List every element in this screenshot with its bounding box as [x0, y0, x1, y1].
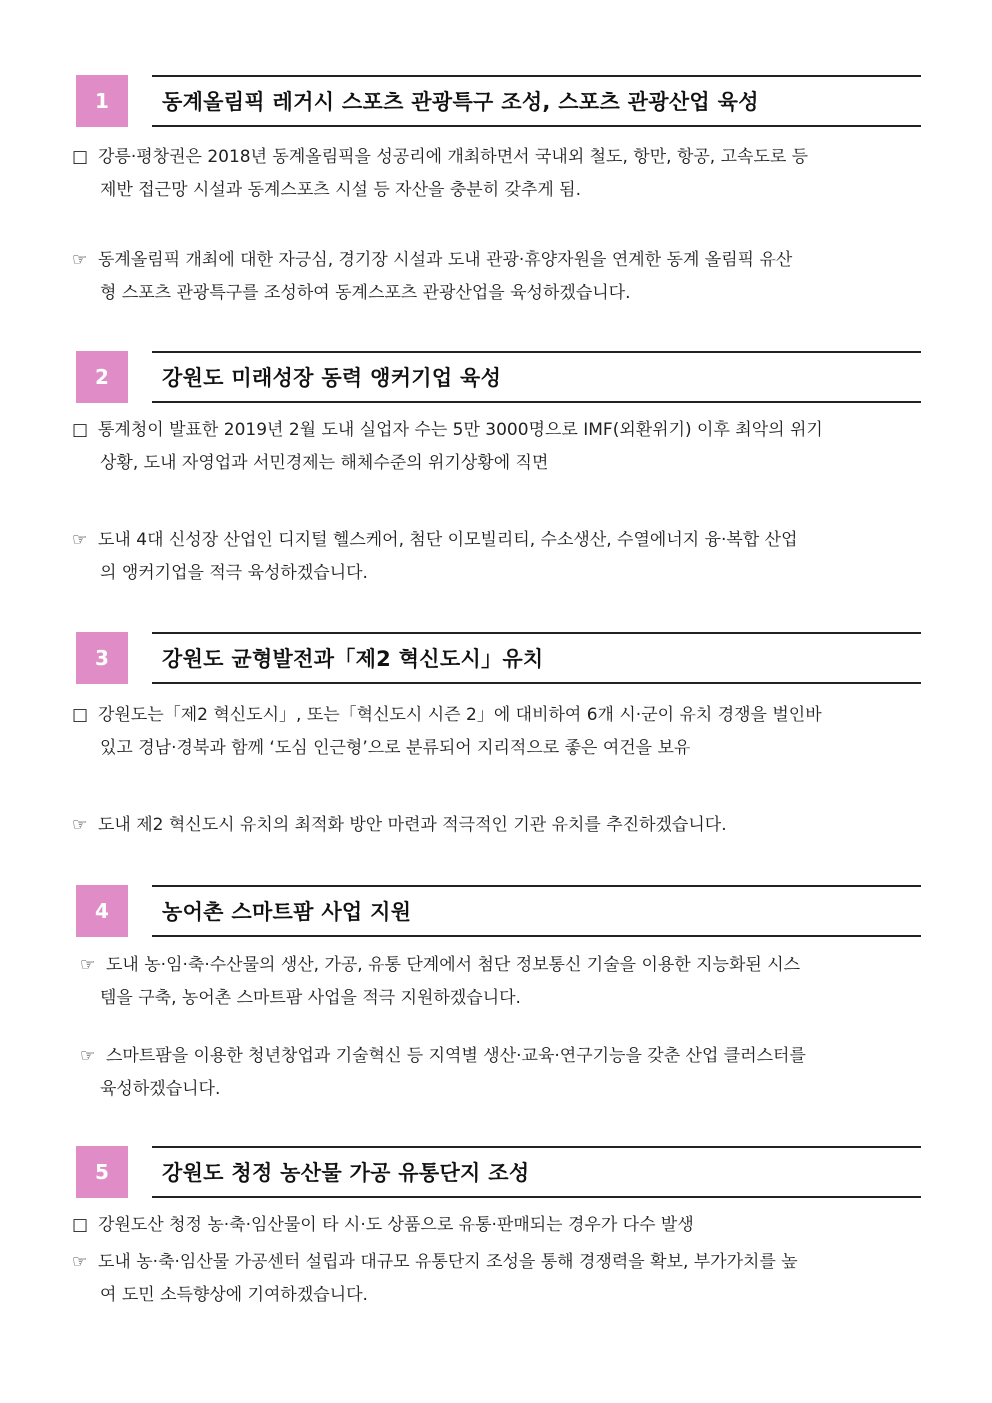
square-bullet-icon: □ — [72, 1215, 89, 1235]
section-title: 동계올림픽 레거시 스포츠 관광특구 조성, 스포츠 관광산업 육성 — [162, 90, 759, 114]
square-bullet-icon: □ — [72, 147, 89, 167]
paragraph-line: 동계올림픽 개최에 대한 자긍심, 경기장 시설과 도내 관광·휴양자원을 연계한 동계 올림픽 유산 — [98, 250, 793, 270]
section-title-bar — [152, 632, 921, 684]
section-header — [0, 1146, 992, 1202]
paragraph-line: 의 앵커기업을 적극 육성하겠습니다. — [100, 563, 368, 583]
paragraph-item — [72, 809, 922, 842]
section-title: 농어촌 스마트팜 사업 지원 — [162, 900, 412, 924]
paragraph-line: 형 스포츠 관광특구를 조성하여 동계스포츠 관광산업을 육성하겠습니다. — [100, 283, 631, 303]
section-title-bar — [152, 75, 921, 127]
section-header — [0, 351, 992, 407]
section-title: 강원도 균형발전과「제2 혁신도시」유치 — [162, 647, 544, 671]
paragraph-item — [80, 1040, 922, 1106]
section-header — [0, 632, 992, 688]
paragraph-line: 여 도민 소득향상에 기여하겠습니다. — [100, 1285, 368, 1305]
paragraph-item — [80, 949, 922, 1015]
section-number-badge: 1 — [76, 75, 128, 127]
section-number-badge: 4 — [76, 885, 128, 937]
paragraph-line: 육성하겠습니다. — [100, 1079, 221, 1099]
section-4 — [0, 885, 992, 941]
section-title-bar — [152, 351, 921, 403]
pointing-hand-icon: ☞ — [80, 955, 96, 975]
paragraph-item — [72, 1246, 922, 1312]
paragraph-line: 제반 접근망 시설과 동계스포츠 시설 등 자산을 충분히 갖추게 됨. — [100, 180, 582, 200]
section-3 — [0, 632, 992, 688]
section-title: 강원도 청정 농산물 가공 유통단지 조성 — [162, 1161, 530, 1185]
pointing-hand-icon: ☞ — [80, 1046, 96, 1066]
paragraph-line: 강원도산 청정 농·축·임산물이 타 시·도 상품으로 유통·판매되는 경우가 다수 발생 — [98, 1215, 694, 1235]
pointing-hand-icon: ☞ — [72, 530, 88, 550]
paragraph-item — [72, 414, 922, 480]
paragraph-line: 통계청이 발표한 2019년 2월 도내 실업자 수는 5만 3000명으로 IMF(외환위기) 이후 최악의 위기 — [98, 420, 823, 440]
section-title-bar — [152, 885, 921, 937]
paragraph-item — [72, 244, 922, 310]
section-number-badge: 3 — [76, 632, 128, 684]
section-1 — [0, 75, 992, 131]
paragraph-item — [72, 1209, 922, 1242]
pointing-hand-icon: ☞ — [72, 250, 88, 270]
section-2 — [0, 351, 992, 407]
section-header — [0, 75, 992, 131]
pointing-hand-icon: ☞ — [72, 815, 88, 835]
section-number-badge: 2 — [76, 351, 128, 403]
section-number-badge: 5 — [76, 1146, 128, 1198]
paragraph-line: 있고 경남·경북과 함께 ‘도심 인근형’으로 분류되어 지리적으로 좋은 여건을 보유 — [100, 738, 691, 758]
square-bullet-icon: □ — [72, 420, 89, 440]
paragraph-line: 템을 구축, 농어촌 스마트팜 사업을 적극 지원하겠습니다. — [100, 988, 521, 1008]
section-title-bar — [152, 1146, 921, 1198]
paragraph-line: 도내 4대 신성장 산업인 디지털 헬스케어, 첨단 이모빌리티, 수소생산, 수열에너지 융·복합 산업 — [98, 530, 798, 550]
paragraph-line: 스마트팜을 이용한 청년창업과 기술혁신 등 지역별 생산·교육·연구기능을 갖춘 산업 클러스터를 — [106, 1046, 806, 1066]
paragraph-item — [72, 524, 922, 590]
paragraph-line: 강원도는「제2 혁신도시」, 또는「혁신도시 시즌 2」에 대비하여 6개 시·군이 유치 경쟁을 벌인바 — [98, 705, 822, 725]
paragraph-item — [72, 141, 922, 207]
paragraph-line: 강릉·평창권은 2018년 동계올림픽을 성공리에 개최하면서 국내외 철도, 항만, 항공, 고속도로 등 — [98, 147, 809, 167]
paragraph-line: 상황, 도내 자영업과 서민경제는 해체수준의 위기상황에 직면 — [100, 453, 549, 473]
paragraph-line: 도내 제2 혁신도시 유치의 최적화 방안 마련과 적극적인 기관 유치를 추진하겠습니다. — [98, 815, 727, 835]
paragraph-line: 도내 농·임·축·수산물의 생산, 가공, 유통 단계에서 첨단 정보통신 기술을 이용한 지능화된 시스 — [106, 955, 801, 975]
section-header — [0, 885, 992, 941]
paragraph-line: 도내 농·축·임산물 가공센터 설립과 대규모 유통단지 조성을 통해 경쟁력을 확보, 부가가치를 높 — [98, 1252, 798, 1272]
paragraph-item — [72, 699, 922, 765]
section-5 — [0, 1146, 992, 1202]
section-title: 강원도 미래성장 동력 앵커기업 육성 — [162, 366, 502, 390]
square-bullet-icon: □ — [72, 705, 89, 725]
pointing-hand-icon: ☞ — [72, 1252, 88, 1272]
